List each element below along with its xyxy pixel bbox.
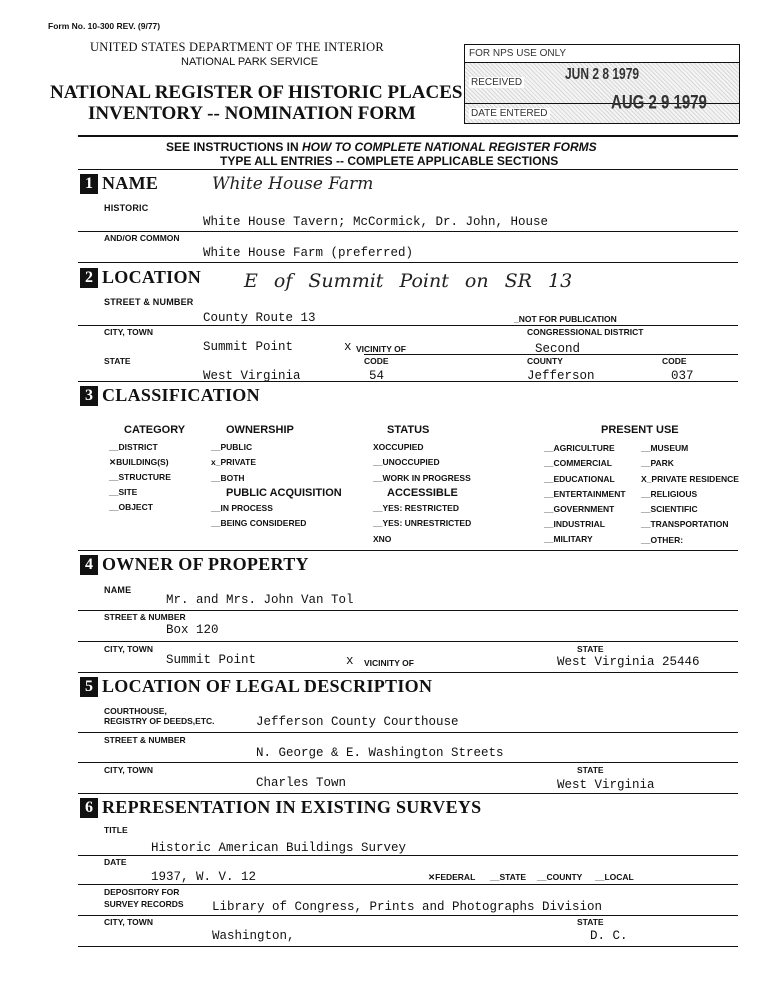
use-government: __GOVERNMENT	[544, 504, 615, 514]
status-heading: STATUS	[387, 424, 430, 436]
historic-name-value: White House Tavern; McCormick, Dr. John, House	[203, 215, 549, 229]
county-code-label: CODE	[662, 356, 687, 366]
owner-street-value: Box 120	[166, 623, 219, 637]
form-number: Form No. 10-300 REV. (9/77)	[48, 21, 161, 31]
legal-street-label: STREET & NUMBER	[104, 735, 186, 745]
use-museum: __MUSEUM	[641, 443, 689, 453]
accessible-restricted: __YES: RESTRICTED	[373, 503, 459, 513]
use-military: __MILITARY	[544, 534, 593, 544]
instructions-line2: TYPE ALL ENTRIES -- COMPLETE APPLICABLE SECTIONS	[220, 154, 559, 168]
form-title-line2: INVENTORY -- NOMINATION FORM	[88, 103, 416, 124]
nps-use-label: FOR NPS USE ONLY	[469, 48, 567, 59]
handwritten-location: E of Summit Point on SR 13	[244, 270, 573, 292]
survey-city-label: CITY, TOWN	[104, 917, 153, 927]
owner-street-label: STREET & NUMBER	[104, 612, 186, 622]
courthouse-label-2: REGISTRY OF DEEDS,ETC.	[104, 716, 215, 726]
section-5-number: 5	[80, 677, 98, 697]
status-work-in-progress: __WORK IN PROGRESS	[373, 473, 471, 483]
state-label: STATE	[104, 356, 131, 366]
depository-label-1: DEPOSITORY FOR	[104, 887, 180, 897]
handwritten-name: White House Farm	[212, 174, 374, 194]
survey-state-value: D. C.	[590, 929, 628, 943]
state-code-value: 54	[369, 369, 385, 383]
accessible-unrestricted: __YES: UNRESTRICTED	[373, 518, 472, 528]
instructions-line1	[166, 140, 597, 154]
instructions-booklet: HOW TO COMPLETE NATIONAL REGISTER FORMS	[302, 140, 597, 154]
depository-value: Library of Congress, Prints and Photographs Division	[212, 900, 603, 914]
owner-vicinity-mark: x	[346, 654, 354, 668]
section-4-number: 4	[80, 555, 98, 575]
survey-state-label: STATE	[577, 917, 604, 927]
date-entered-label: DATE ENTERED	[471, 108, 548, 119]
use-commercial: __COMMERCIAL	[544, 458, 613, 468]
department-name: UNITED STATES DEPARTMENT OF THE INTERIOR	[90, 40, 384, 54]
category-object: __OBJECT	[109, 502, 153, 512]
use-entertainment: __ENTERTAINMENT	[544, 489, 626, 499]
acquisition-in-process: __IN PROCESS	[211, 503, 273, 513]
survey-city-value: Washington,	[212, 929, 295, 943]
section-2-title: LOCATION	[102, 267, 202, 287]
section-6-number: 6	[80, 798, 98, 818]
owner-city-label: CITY, TOWN	[104, 644, 153, 654]
common-name-label: AND/OR COMMON	[104, 233, 180, 243]
depository-label-2: SURVEY RECORDS	[104, 899, 184, 909]
use-park: __PARK	[641, 458, 674, 468]
present-use-heading: PRESENT USE	[601, 424, 679, 436]
survey-title-value: Historic American Buildings Survey	[151, 841, 407, 855]
nps-use-box	[464, 44, 740, 124]
historic-label: HISTORIC	[104, 203, 149, 213]
code-label: CODE	[364, 356, 389, 366]
state-value: West Virginia	[203, 369, 301, 383]
category-buildings: ✕BUILDING(S)	[109, 457, 169, 467]
acquisition-heading: PUBLIC ACQUISITION	[226, 487, 342, 499]
use-transportation: __TRANSPORTATION	[641, 519, 729, 529]
vicinity-label: VICINITY OF	[356, 344, 406, 354]
congressional-district-value: Second	[535, 342, 581, 356]
legal-city-label: CITY, TOWN	[104, 765, 153, 775]
ownership-heading: OWNERSHIP	[226, 424, 294, 436]
category-district: __DISTRICT	[109, 442, 158, 452]
section-2-number: 2	[80, 268, 98, 288]
legal-street-value: N. George & E. Washington Streets	[256, 746, 504, 760]
owner-name-value: Mr. and Mrs. John Van Tol	[166, 593, 354, 607]
use-agriculture: __AGRICULTURE	[544, 443, 615, 453]
owner-state-value: West Virginia 25446	[557, 655, 700, 669]
courthouse-label-1: COURTHOUSE,	[104, 706, 167, 716]
survey-date-value: 1937, W. V. 12	[151, 870, 257, 884]
section-3-number: 3	[80, 386, 98, 406]
use-private-residence: X_PRIVATE RESIDENCE	[641, 474, 739, 484]
survey-local: __LOCAL	[595, 872, 634, 882]
survey-date-label: DATE	[104, 857, 127, 867]
use-other: __OTHER:	[641, 535, 684, 545]
section-4-title: OWNER OF PROPERTY	[102, 554, 309, 574]
legal-city-value: Charles Town	[256, 776, 347, 790]
category-structure: __STRUCTURE	[109, 472, 171, 482]
service-name: NATIONAL PARK SERVICE	[181, 56, 319, 68]
section-1-number: 1	[80, 174, 98, 194]
county-label: COUNTY	[527, 356, 563, 366]
owner-city-value: Summit Point	[166, 653, 257, 667]
use-educational: __EDUCATIONAL	[544, 474, 615, 484]
use-religious: __RELIGIOUS	[641, 489, 698, 499]
courthouse-value: Jefferson County Courthouse	[256, 715, 459, 729]
owner-state-label: STATE	[577, 644, 604, 654]
section-3-title: CLASSIFICATION	[102, 385, 260, 405]
section-1-title: NAME	[102, 173, 159, 193]
section-5-title: LOCATION OF LEGAL DESCRIPTION	[102, 676, 433, 696]
city-value: Summit Point	[203, 340, 294, 354]
instructions-prefix: SEE INSTRUCTIONS IN	[166, 140, 303, 154]
survey-county: __COUNTY	[537, 872, 583, 882]
not-for-publication: _NOT FOR PUBLICATION	[514, 314, 617, 324]
received-label: RECEIVED	[471, 77, 523, 88]
legal-state-value: West Virginia	[557, 778, 655, 792]
vicinity-mark: x	[344, 340, 352, 354]
survey-state: __STATE	[490, 872, 527, 882]
county-value: Jefferson	[527, 369, 595, 383]
owner-name-label: NAME	[104, 585, 132, 595]
category-heading: CATEGORY	[124, 424, 186, 436]
ownership-private: x_PRIVATE	[211, 457, 257, 467]
status-occupied: XOCCUPIED	[373, 442, 424, 452]
form-title-line1: NATIONAL REGISTER OF HISTORIC PLACES	[50, 82, 463, 103]
county-code-value: 037	[671, 369, 694, 383]
status-unoccupied: __UNOCCUPIED	[373, 457, 440, 467]
legal-state-label: STATE	[577, 765, 604, 775]
owner-vicinity-label: VICINITY OF	[364, 658, 414, 668]
date-entered-stamp: AUG 2 9 1979	[611, 91, 707, 114]
accessible-no: XNO	[373, 534, 392, 544]
street-value: County Route 13	[203, 311, 316, 325]
survey-federal: ✕FEDERAL	[428, 872, 476, 882]
ownership-public: __PUBLIC	[211, 442, 253, 452]
survey-title-label: TITLE	[104, 825, 128, 835]
congressional-district-label: CONGRESSIONAL DISTRICT	[527, 327, 644, 337]
received-stamp: JUN 2 8 1979	[565, 64, 640, 84]
section-6-title: REPRESENTATION IN EXISTING SURVEYS	[102, 797, 482, 817]
street-label: STREET & NUMBER	[104, 297, 194, 307]
accessible-heading: ACCESSIBLE	[387, 487, 458, 499]
use-industrial: __INDUSTRIAL	[544, 519, 605, 529]
common-name-value: White House Farm (preferred)	[203, 246, 414, 260]
category-site: __SITE	[109, 487, 138, 497]
acquisition-being-considered: __BEING CONSIDERED	[211, 518, 307, 528]
ownership-both: __BOTH	[211, 473, 245, 483]
city-label: CITY, TOWN	[104, 327, 153, 337]
use-scientific: __SCIENTIFIC	[641, 504, 698, 514]
